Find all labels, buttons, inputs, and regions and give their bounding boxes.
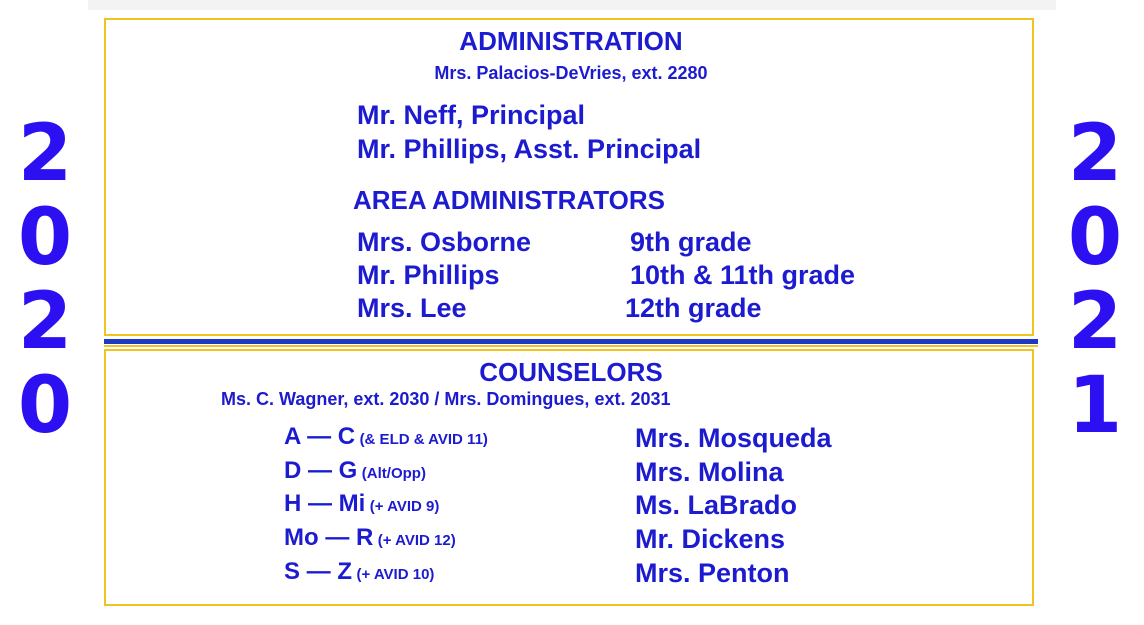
divider-gold-line	[104, 345, 1038, 347]
counselor-name: Mr. Dickens	[635, 524, 786, 554]
counselor-range-letters: S — Z	[284, 558, 353, 585]
counselors-contacts: Ms. C. Wagner, ext. 2030 / Mrs. Domingues, ext. 2031	[221, 389, 671, 409]
counselor-range-letters: H — Mi	[284, 490, 366, 517]
year-right-digit-4: 1	[1067, 361, 1123, 451]
counselor-range	[284, 423, 488, 451]
counselor-range	[284, 490, 439, 518]
year-left-digit-1: 2	[17, 109, 73, 199]
section-divider	[104, 337, 1038, 349]
area-admin-name: Mrs. Osborne	[357, 227, 532, 257]
counselor-range-note: (Alt/Opp)	[361, 465, 426, 482]
counselor-range-note: (+ AVID 12)	[377, 532, 456, 549]
counselors-heading: COUNSELORS	[479, 357, 663, 387]
counselor-range	[284, 558, 434, 586]
area-administrators-heading: AREA ADMINISTRATORS	[353, 185, 665, 215]
year-right-digit-2: 0	[1067, 193, 1123, 283]
administration-panel	[104, 18, 1034, 336]
area-admin-grade: 12th grade	[625, 293, 762, 323]
counselor-range-note: (+ AVID 9)	[369, 498, 440, 515]
counselor-range	[284, 457, 426, 485]
year-right	[1050, 109, 1140, 451]
counselor-name: Ms. LaBrado	[635, 490, 798, 520]
counselor-range-letters: A — C	[284, 423, 356, 450]
counselor-range-note: (& ELD & AVID 11)	[359, 431, 488, 448]
area-admin-name: Mr. Phillips	[357, 260, 500, 290]
principal-line: Mr. Neff, Principal	[357, 100, 586, 130]
area-admin-grade: 10th & 11th grade	[630, 260, 856, 290]
counselor-name: Mrs. Molina	[635, 457, 784, 487]
area-admin-grade: 9th grade	[630, 227, 752, 257]
counselors-panel	[104, 349, 1034, 606]
counselor-range	[284, 524, 456, 552]
year-left	[0, 109, 90, 451]
administration-heading: ADMINISTRATION	[459, 26, 683, 56]
area-admin-name: Mrs. Lee	[357, 293, 467, 323]
year-left-digit-4: 0	[17, 361, 73, 451]
counselor-name: Mrs. Mosqueda	[635, 423, 832, 453]
divider-blue-line	[104, 339, 1038, 344]
counselor-range-letters: D — G	[284, 457, 358, 484]
administration-contact: Mrs. Palacios-DeVries, ext. 2280	[434, 63, 708, 83]
year-right-digit-1: 2	[1067, 109, 1123, 199]
year-left-digit-3: 2	[17, 277, 73, 367]
counselor-range-note: (+ AVID 10)	[356, 566, 435, 583]
top-strip	[88, 0, 1056, 10]
year-right-digit-3: 2	[1067, 277, 1123, 367]
counselor-name: Mrs. Penton	[635, 558, 790, 588]
asst-principal-line: Mr. Phillips, Asst. Principal	[357, 134, 702, 164]
year-left-digit-2: 0	[17, 193, 73, 283]
counselor-range-letters: Mo — R	[284, 524, 374, 551]
